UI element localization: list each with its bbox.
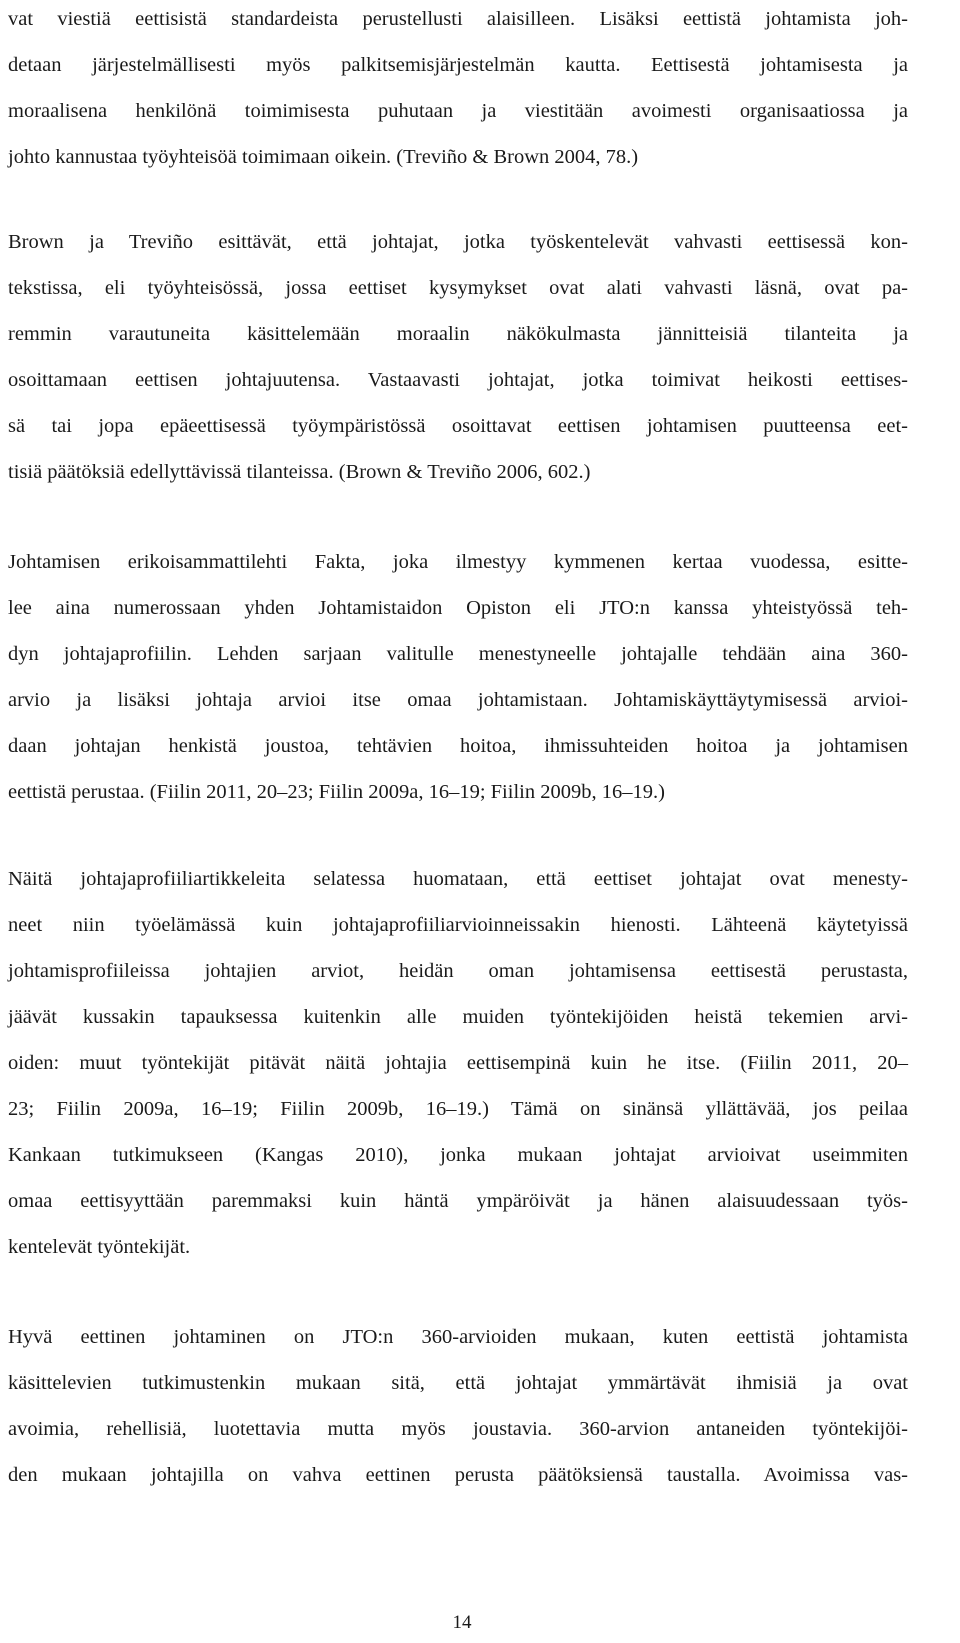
text-line: jäävät kussakin tapauksessa kuitenkin alle muiden työntekijöiden heistä tekemien arvi- <box>8 1006 908 1028</box>
text-line: vat viestiä eettisistä standardeista perustellusti alaisilleen. Lisäksi eettistä johtamista joh- <box>8 8 908 30</box>
paragraph-4 <box>8 856 908 1270</box>
text-line: detaan järjestelmällisesti myös palkitsemisjärjestelmän kautta. Eettisestä johtamisesta ja <box>8 54 908 76</box>
text-line: daan johtajan henkistä joustoa, tehtävien hoitoa, ihmissuhteiden hoitoa ja johtamisen <box>8 735 908 757</box>
paragraph-1 <box>8 0 908 180</box>
text-line: Kankaan tutkimukseen (Kangas 2010), jonka mukaan johtajat arvioivat useimmiten <box>8 1144 908 1166</box>
text-line: tekstissa, eli työyhteisössä, jossa eettiset kysymykset ovat alati vahvasti läsnä, ovat pa- <box>8 277 908 299</box>
paragraph-3 <box>8 539 908 815</box>
text-line: dyn johtajaprofiilin. Lehden sarjaan valitulle menestyneelle johtajalle tehdään aina 360- <box>8 643 908 665</box>
text-line: osoittamaan eettisen johtajuutensa. Vastaavasti johtajat, jotka toimivat heikosti eettises- <box>8 369 908 391</box>
text-line: käsittelevien tutkimustenkin mukaan sitä, että johtajat ymmärtävät ihmisiä ja ovat <box>8 1372 908 1394</box>
text-line: tisiä päätöksiä edellyttävissä tilanteissa. (Brown & Treviño 2006, 602.) <box>8 461 591 483</box>
text-line: johto kannustaa työyhteisöä toimimaan oikein. (Treviño & Brown 2004, 78.) <box>8 146 639 168</box>
text-line: eettistä perustaa. (Fiilin 2011, 20–23; Fiilin 2009a, 16–19; Fiilin 2009b, 16–19.) <box>8 781 665 803</box>
text-line: kentelevät työntekijät. <box>8 1236 191 1258</box>
paragraph-5 <box>8 1314 908 1498</box>
text-line: moraalisena henkilönä toimimisesta puhutaan ja viestitään avoimesti organisaatiossa ja <box>8 100 908 122</box>
page-number: 14 <box>452 1612 472 1633</box>
text-line: Näitä johtajaprofiiliartikkeleita selatessa huomataan, että eettiset johtajat ovat menesty- <box>8 868 908 890</box>
text-line: oiden: muut työntekijät pitävät näitä johtajia eettisempinä kuin he itse. (Fiilin 2011, 20– <box>8 1052 908 1074</box>
text-line: remmin varautuneita käsittelemään moraalin näkökulmasta jännitteisiä tilanteita ja <box>8 323 908 345</box>
text-line: lee aina numerossaan yhden Johtamistaidon Opiston eli JTO:n kanssa yhteistyössä teh- <box>8 597 908 619</box>
text-line: arvio ja lisäksi johtaja arvioi itse omaa johtamistaan. Johtamiskäyttäytymisessä arvioi- <box>8 689 908 711</box>
text-line: sä tai jopa epäeettisessä työympäristössä osoittavat eettisen johtamisen puutteensa eet- <box>8 415 908 437</box>
text-line: den mukaan johtajilla on vahva eettinen perusta päätöksiensä taustalla. Avoimissa vas- <box>8 1464 908 1486</box>
text-line: Hyvä eettinen johtaminen on JTO:n 360-arvioiden mukaan, kuten eettistä johtamista <box>8 1326 908 1348</box>
paragraph-2 <box>8 219 908 495</box>
text-line: Brown ja Treviño esittävät, että johtajat, jotka työskentelevät vahvasti eettisessä kon- <box>8 231 908 253</box>
text-line: neet niin työelämässä kuin johtajaprofiiliarvioinneissakin hienosti. Lähteenä käytetyissä <box>8 914 908 936</box>
text-line: Johtamisen erikoisammattilehti Fakta, joka ilmestyy kymmenen kertaa vuodessa, esitte- <box>8 551 908 573</box>
text-line: omaa eettisyyttään paremmaksi kuin häntä ympäröivät ja hänen alaisuudessaan työs- <box>8 1190 908 1212</box>
text-line: johtamisprofiileissa johtajien arviot, heidän oman johtamisensa eettisestä perustasta, <box>8 960 908 982</box>
text-line: avoimia, rehellisiä, luotettavia mutta myös joustavia. 360-arvion antaneiden työntekijöi- <box>8 1418 908 1440</box>
text-line: 23; Fiilin 2009a, 16–19; Fiilin 2009b, 16–19.) Tämä on sinänsä yllättävää, jos peilaa <box>8 1098 908 1120</box>
